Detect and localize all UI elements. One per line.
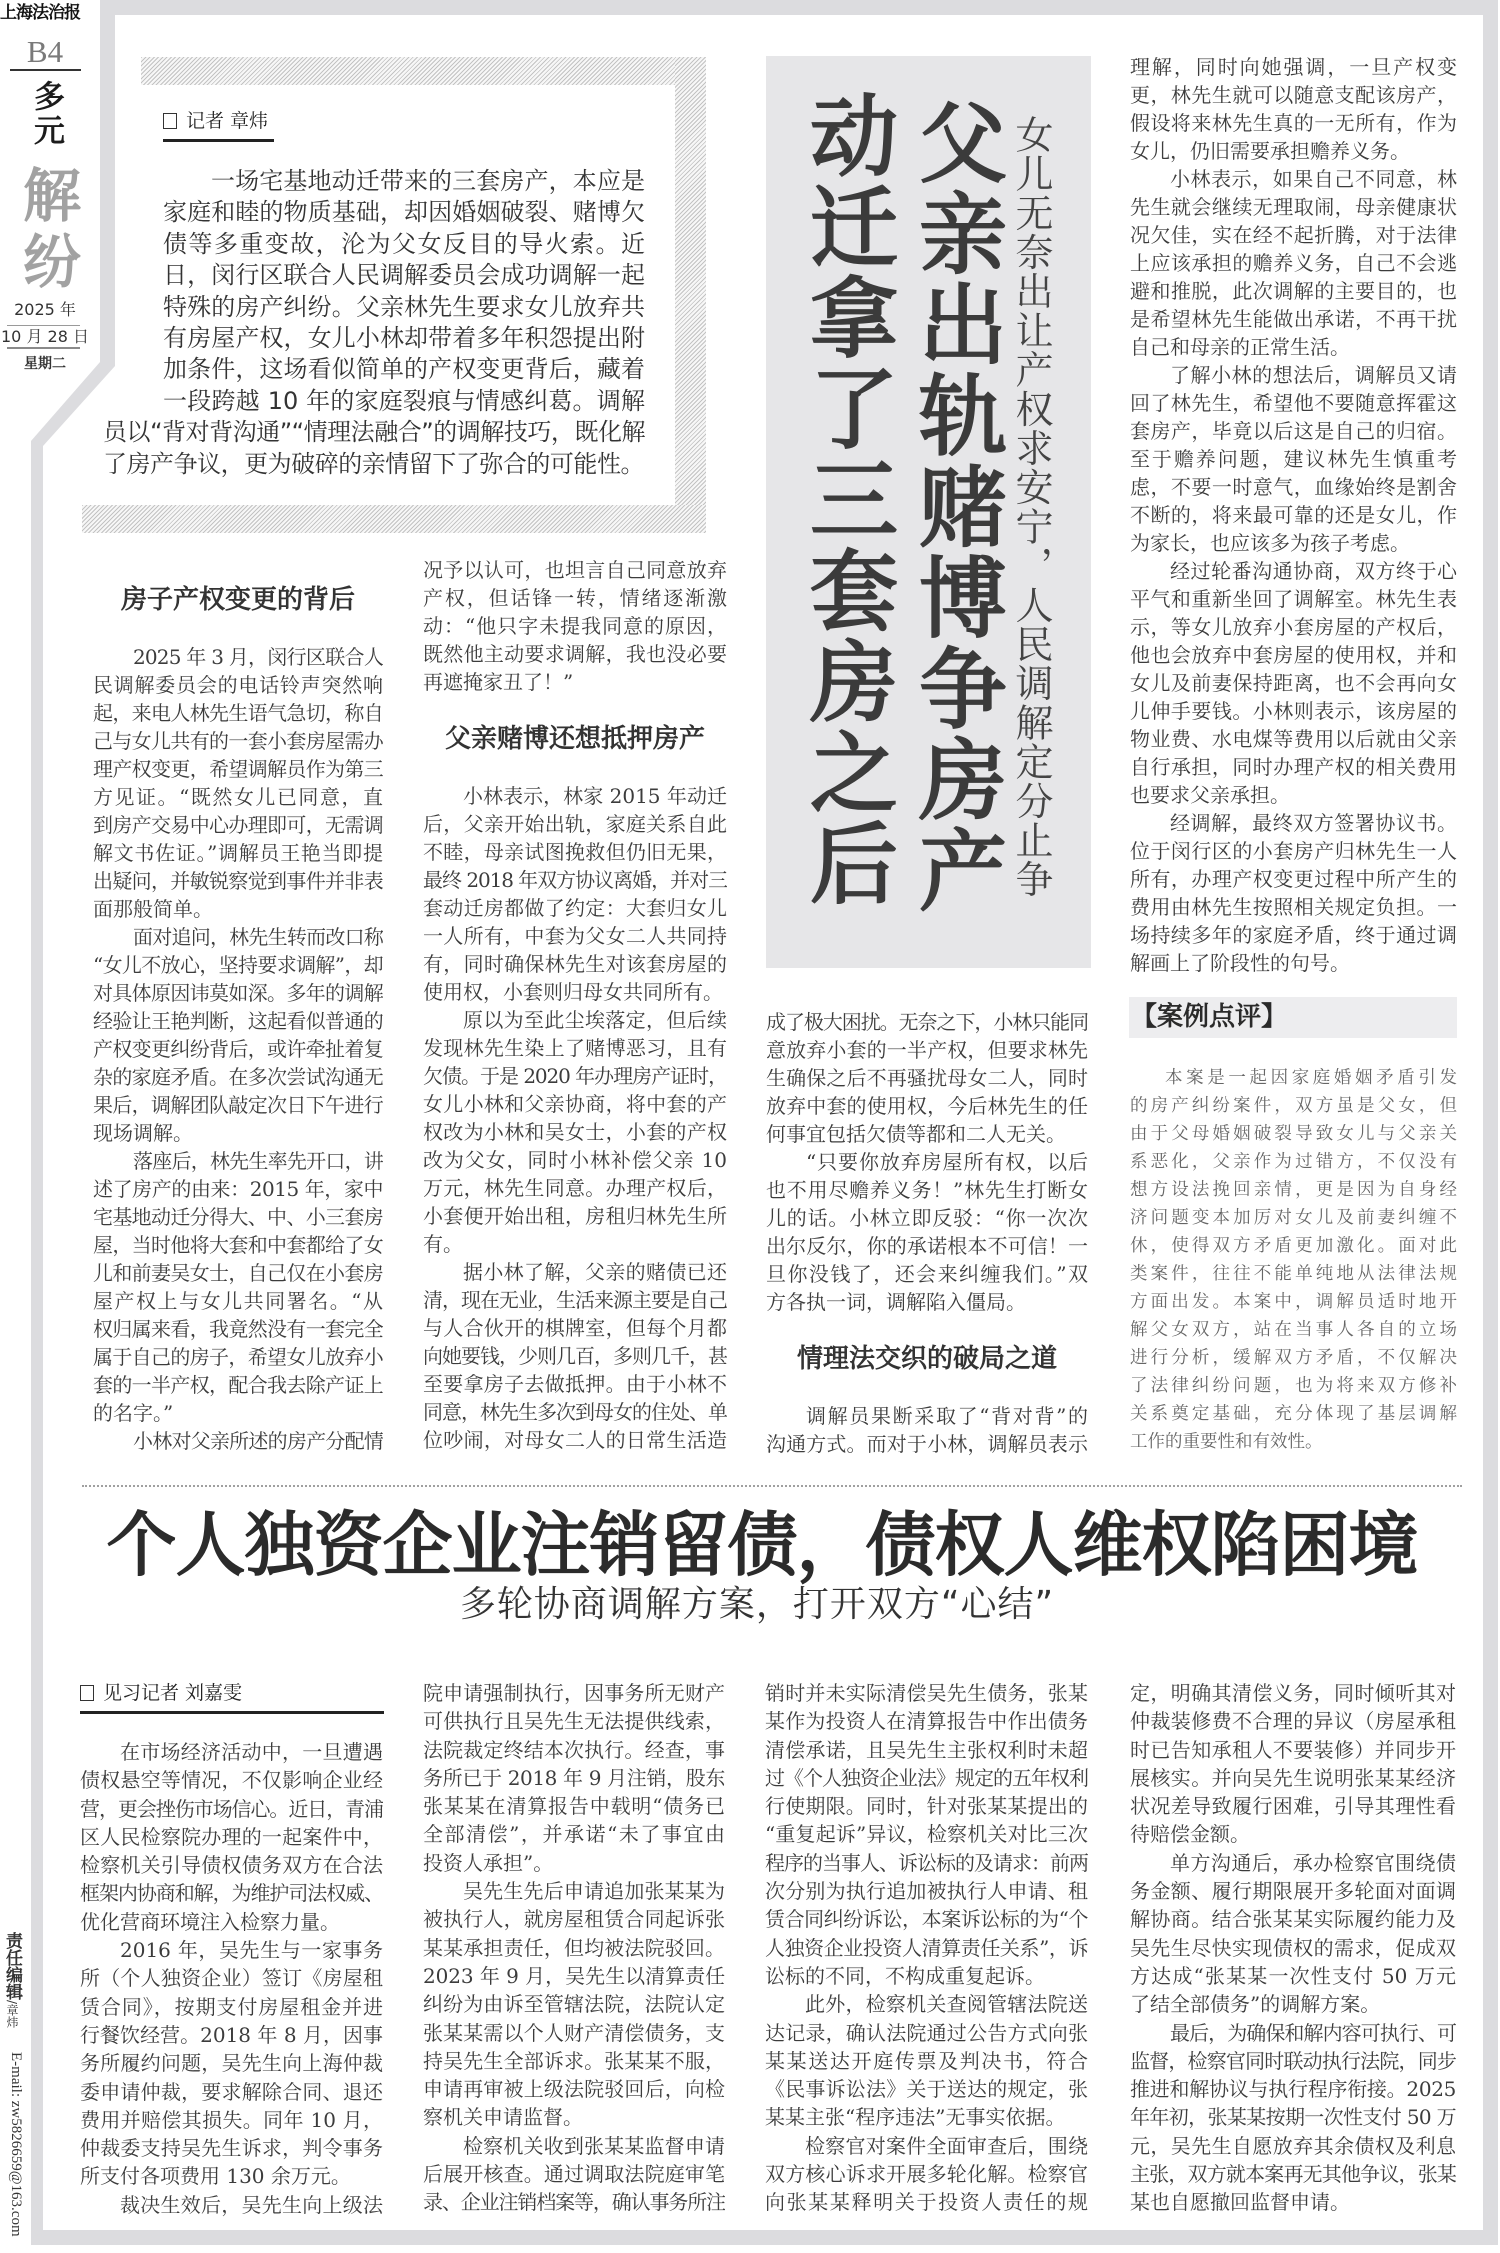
text-line: 本案是一起因家庭婚姻矛盾引发 [1165,1068,1457,1088]
text-line: 示，等女儿放弃小套房屋的产权后， [1130,615,1457,639]
text-line: 更，林先生就可以随意支配该房产， [1130,83,1457,107]
text-line: 既然他主动要求调解，我也没必要 [423,642,727,666]
text-line: 女儿小林和父亲协商，将中套的产 [423,1092,727,1116]
text-line: 费用由林先生按照相关规定负担。一 [1130,895,1457,919]
text-line: 假设将来林先生真的一无所有，作为 [1130,111,1457,135]
text-line: 元，吴先生自愿放弃其余债权及利息 [1130,2133,1456,2158]
text-line: 再遮掩家丑了！” [423,670,574,694]
text-line: 小林表示，林家 2015 年动迁 [463,784,727,808]
text-line: 杂的家庭矛盾。在多次尝试沟通无 [93,1065,383,1089]
text-line: 使用权，小套则归母女共同所有。 [423,980,723,1004]
text-line: 了结全部债务”的调解方案。 [1130,1992,1381,2017]
text-line: 屋产权上与女儿共同署名。“从 [93,1289,383,1313]
text-line: 在市场经济活动中，一旦遭遇 [120,1740,383,1764]
issue-year: 2025 年 [14,300,76,319]
text-line: 女儿及前妻保持距离，也不会再向女 [1130,671,1457,695]
newspaper-name: 上海法治报 [0,3,80,23]
text-line: 吴先生尽快实现债权的需求，促成双 [1130,1935,1456,1960]
text-line: 2016 年，吴先生与一家事务 [120,1938,383,1963]
text-line: “只要你放弃房屋所有权，以后 [806,1150,1088,1174]
text-line: 申请再审被上级法院驳回后，向检 [423,2077,725,2102]
text-line: 一段跨越 10 年的家庭裂痕与情感纠葛。调解 [163,386,645,415]
text-line: 套动迁房都做了约定：大套归女儿 [423,896,727,920]
text-line: 休，使得双方矛盾更加激化。面对此 [1130,1236,1457,1256]
text-line: 区人民检察院办理的一起案件中， [80,1824,383,1849]
text-line: 方面出发。本案中，调解员适时地开 [1130,1292,1457,1312]
text-line: 屋，当时他将大套和中套都给了女 [93,1233,383,1257]
text-line: 属于自己的房子，希望女儿放弃小 [93,1345,383,1369]
text-line: 吴先生先后申请追加张某某为 [463,1879,725,1904]
text-line: 程序的当事人、诉讼标的及请求：前两 [765,1850,1088,1875]
section-heading: 情理法交织的破局之道 [796,1344,1057,1374]
text-line: 投资人承担”。 [423,1850,554,1875]
text-line: 现场调解。 [93,1121,193,1145]
text-line: 工作的重要性和有效性。 [1130,1432,1323,1452]
text-line: 状况差导致履行困难，引导其理性看 [1130,1794,1456,1819]
byline-marker-icon [80,1685,94,1701]
text-line: 定，明确其清偿义务，同时倾听其对 [1130,1681,1456,1705]
text-line: 框架内协商和解，为维护司法权威、 [80,1881,383,1906]
text-line: 小套便开始出租，房租归林先生所 [423,1204,727,1228]
text-line: 儿伸手要钱。小林则表示，该房屋的 [1130,699,1457,723]
text-line: 平气和重新坐回了调解室。林先生表 [1130,587,1457,611]
text-line: 方各执一词，调解陷入僵局。 [766,1290,1026,1314]
text-line: 旦你没钱了，还会来纠缠我们。”双 [766,1262,1088,1286]
text-line: 了法律纠纷问题，也为将来双方修补 [1130,1376,1457,1396]
text-line: 到房产交易中心办理即可，无需调 [93,813,383,837]
article2-headline: 个人独资企业注销留债，债权人维权陷困境 [106,1503,1418,1586]
text-line: 销时并未实际清偿吴先生债务，张某 [765,1681,1088,1705]
text-line: 也不用尽赡养义务！”林先生打断女 [766,1178,1088,1202]
text-line: 裁决生效后，吴先生向上级法 [120,2192,383,2217]
text-line: 发现林先生染上了赌博恶习，且有 [423,1036,727,1060]
text-line: 仲裁装修费不合理的异议（房屋承租 [1130,1709,1456,1734]
text-line: 检察机关引导债权债务双方在合法 [80,1853,383,1878]
text-line: 动：“他只字未提我同意的原因， [423,614,727,638]
editor-email: E-mail: zw5826659@163.com [8,2052,24,2237]
article2-byline-underline [80,1711,384,1714]
text-line: 纠纷为由诉至管辖法院，法院认定 [423,1992,725,2017]
article1-column-3 [766,1008,1088,1458]
text-line: 虑，不要一时意气，血缘始终是割舍 [1130,475,1457,499]
text-line: 了解小林的想法后，调解员又请 [1170,363,1457,387]
text-line: 特殊的房产纠纷。父亲林先生要求女儿放弃共 [163,292,645,321]
text-line: 某某承担责任，但均被法院驳回。 [423,1935,725,1960]
case-review-label: 【案例点评】 [1129,997,1457,1038]
text-line: 解父女双方，站在当事人各自的立场 [1130,1320,1457,1340]
text-line: 由于父母婚姻破裂导致女儿与父亲关 [1130,1124,1457,1144]
text-line: 赁合同纠纷诉讼，本案诉讼标的为“个 [765,1907,1088,1932]
text-line: 宅基地动迁分得大、中、小三套房 [93,1205,383,1229]
text-line: 讼标的不同，不构成重复起诉。 [765,1963,1045,1988]
text-line: 持吴先生全部诉求。张某某不服， [423,2048,725,2073]
text-line: 一场宅基地动迁带来的三套房产，本应是 [211,167,645,195]
article2-column-3 [765,1679,1088,2217]
article2-byline [80,1682,242,1704]
text-line: 产权变更纠纷背后，或许牵扯着复 [93,1037,383,1061]
text-line: 进行分析，缓解双方矛盾，不仅解决 [1130,1348,1457,1368]
text-line: 面对追问，林先生转而改口称 [133,925,383,949]
text-line: 全部清偿”，并承诺“未了事宜由 [423,1822,725,1847]
article1-intro [103,166,645,480]
text-line: 所有，办理产权变更过程中所产生的 [1130,867,1457,891]
byline-text: 记者 章炜 [186,110,269,132]
text-line: 最后，为确保和解内容可执行、可 [1170,2020,1456,2045]
text-line: 至要拿房子去做抵押。由于小林不 [423,1372,727,1396]
article1-headline-line1: 动迁拿了三套房之后 [796,90,900,909]
text-line: 向张某某释明关于投资人责任的规 [765,2190,1088,2215]
text-line: 成了极大困扰。无奈之下，小林只能同 [766,1010,1088,1034]
text-line: 清，现在无业，生活来源主要是自己 [423,1288,727,1312]
text-line: 不断的，将来最可靠的还是女儿，作 [1130,503,1457,527]
editor-label: 责任编辑 [2,1932,22,2000]
article1-headline-line2: 父亲出轨赌博争房产 [905,97,1009,916]
text-line: 一人所有，中套为父女二人共同持 [423,924,727,948]
text-line: 所（个人独资企业）签订《房屋租 [80,1966,383,1991]
text-line: 最终 2018 年双方协议离婚，并对三 [423,868,727,892]
text-line: 果后，调解团队敲定次日下午进行 [93,1093,383,1117]
text-line: 济问题变本加厉对女儿及前妻纠缠不 [1130,1208,1457,1228]
text-line: 方达成“张某某一次性支付 50 万元 [1130,1963,1456,1988]
text-line: 《民事诉讼法》关于送达的规定，张 [765,2077,1088,2102]
text-line: 检察机关收到张某某监督申请 [463,2133,725,2158]
text-line: 有，同时确保林先生对该套房屋的 [423,952,727,976]
text-line: 述了房产的由来：2015 年，家中 [93,1177,383,1201]
text-line: 解协商。结合张某某实际履约能力及 [1130,1907,1456,1932]
article1-subheadline: 女儿无奈出让产权求安宁，人民调解定分止争 [1009,115,1053,899]
text-line: 生确保之后不再骚扰母女二人，同时 [766,1066,1088,1090]
article1-column-1 [93,557,383,1455]
text-line: 自己和母亲的正常生活。 [1130,335,1350,359]
article2-column-2 [423,1679,725,2217]
text-line: 先生就会继续无理取闹，母亲健康状 [1130,195,1457,219]
article1-column-2 [423,556,727,1454]
text-line: 了房产争议，更为破碎的亲情留下了弥合的可能性。 [103,449,644,478]
text-line: 位于闵行区的小套房产归林先生一人 [1130,839,1457,863]
intro-hatch-bottom [82,505,706,533]
section-title-primary: 多元 [28,80,64,148]
editor-name: /章炜 [5,2000,19,2029]
text-line: 2025 年 3 月，闵行区联合人 [133,645,383,669]
text-line: 务所已于 2018 年 9 月注销，股东 [423,1765,725,1790]
editor-credit [3,1932,25,2028]
text-line: 小林表示，如果自己不同意，林 [1170,167,1457,191]
text-line: 沟通方式。而对于小林，调解员表示 [766,1432,1088,1456]
text-line: 女儿，仍旧需要承担赡养义务。 [1130,139,1410,163]
text-line: 是希望林先生能做出承诺，不再干扰 [1130,307,1457,331]
text-line: 儿的话。小林立即反驳：“你一次次 [766,1206,1088,1230]
text-line: 对具体原因讳莫如深。多年的调解 [93,981,383,1005]
text-line: 解画上了阶段性的句号。 [1130,951,1350,975]
page-frame-right [1483,0,1498,2245]
text-line: 优化营商环境注入检察力量。 [80,1909,340,1934]
text-line: 避和推脱，此次调解的主要目的，也 [1130,279,1457,303]
text-line: 后展开核查。通过调取法院庭审笔 [423,2162,725,2187]
text-line: 达记录，确认法院通过公告方式向张 [765,2020,1088,2045]
text-line: 可供执行且吴先生无法提供线索， [423,1709,725,1734]
article2-subheadline: 多轮协商调解方案，打开双方“心结” [459,1584,1055,1625]
text-line: “女儿不放心，坚持要求调解”，却 [93,953,383,977]
text-line: 次分别为执行追加被执行人申请、租 [765,1879,1088,1904]
article-separator [82,1485,1462,1487]
text-line: 时已告知承租人不要装修）并同步开 [1130,1737,1456,1762]
text-line: 调解员果断采取了“背对背”的 [806,1404,1088,1428]
text-line: 推进和解协议与执行程序衔接。2025 [1130,2077,1456,2102]
text-line: 也要求父亲承担。 [1130,783,1290,807]
text-line: 理产权变更，希望调解员作为第三 [93,757,383,781]
text-line: 况欠佳，实在经不起折腾，对于法律 [1130,223,1457,247]
text-line: 理解，同时向她强调，一旦产权变 [1130,55,1457,79]
text-line: 赁合同》，按期支付房屋租金并进 [80,1994,383,2019]
text-line: 权改为小林和吴女士，小套的产权 [423,1120,727,1144]
text-line: 人独资企业投资人清算责任关系”，诉 [765,1935,1088,1960]
text-line: 察机关申请监督。 [423,2105,583,2130]
text-line: 位吵闹，对母女二人的日常生活造 [423,1428,727,1452]
text-line: 某也自愿撤回监督申请。 [1130,2190,1350,2215]
text-line: 面那般简单。 [93,897,213,921]
text-line: 至于赡养问题，建议林先生慎重考 [1130,447,1457,471]
text-line: 加条件，这场看似简单的产权变更背后，藏着 [163,355,645,384]
text-line: 家庭和睦的物质基础，却因婚姻破裂、赌博欠 [163,198,645,227]
text-line: 的名字。” [93,1401,174,1425]
text-line: 费用并赔偿其损失。同年 10 月， [80,2107,383,2132]
text-line: 改为父女，同时小林补偿父亲 10 [423,1148,727,1172]
text-line: 法院裁定终结本次执行。经查，事 [423,1737,725,1762]
text-line: 被执行人，就房屋租赁合同起诉张 [423,1907,725,1932]
text-line: 向她要钱，少则几百，多则几千，甚 [423,1344,727,1368]
section-title-calligraphy: 解纷 [13,165,81,297]
text-line: 为家长，也应该多为孩子考虑。 [1130,531,1410,555]
masthead-divider [10,69,81,71]
page-frame-bottom [31,2230,1498,2245]
text-line: 据小林了解，父亲的赌债已还 [463,1260,727,1284]
text-line: 套的一半产权，配合我去除产证上 [93,1373,383,1397]
page-frame-top [100,0,1498,15]
text-line: 意放弃小套的一半产权，但要求林先 [766,1038,1088,1062]
text-line: 不睦，母亲试图挽救但仍旧无果， [423,840,727,864]
text-line: 产权，但话锋一转，情绪逐渐激 [423,586,727,610]
text-line: “重复起诉”异议，检察机关对比三次 [765,1822,1088,1847]
text-line: 落座后，林先生率先开口，讲 [133,1149,383,1173]
issue-weekday: 星期二 [24,356,66,372]
text-line: 起，来电人林先生语气急切，称自 [93,701,383,725]
text-line: 上应该承担的赡养义务，自己不会逃 [1130,251,1457,275]
text-line: 委申请仲裁，要求解除合同、退还 [80,2079,383,2104]
text-line: 经过轮番沟通协商，双方终于心 [1170,559,1457,583]
date-divider-top [7,325,80,326]
text-line: 双方核心诉求开展多轮化解。检察官 [765,2162,1088,2187]
text-line: 系恶化，父亲作为过错方，不仅没有 [1130,1152,1457,1172]
text-line: 自行承担，同时办理产权的相关费用 [1130,755,1457,779]
article2-column-1 [80,1738,383,2219]
text-line: 债等多重变故，沦为父女反目的导火索。近 [163,229,645,258]
text-line: 张某某在清算报告中载明“债务已 [423,1794,725,1819]
text-line: 过《个人独资企业法》规定的五年权利 [765,1765,1088,1790]
text-line: 此外，检察机关查阅管辖法院送 [805,1992,1088,2017]
text-line: 营，更会挫伤市场信心。近日，青浦 [80,1796,383,1821]
text-line: 有。 [423,1232,463,1256]
text-line: 单方沟通后，承办检察官围绕债 [1170,1850,1456,1875]
text-line: 行使期限。同时，针对张某某提出的 [765,1794,1088,1819]
issue-date: 10 月 28 日 [1,327,89,346]
page-number: B4 [26,34,64,69]
text-line: 仲裁委支持吴先生诉求，判令事务 [80,2136,383,2161]
text-line: 他也会放弃中套房屋的使用权，并和 [1130,643,1457,667]
text-line: 同意，林先生多次到母女的住处、单 [423,1400,727,1424]
intro-hatch-right [675,57,706,533]
text-line: 日，闵行区联合人民调解委员会成功调解一起 [163,261,645,290]
article1-byline-underline [163,139,274,142]
text-line: 想方设法挽回亲情，更是因为自身经 [1130,1180,1457,1200]
text-line: 务所履约问题，吴先生向上海仲裁 [80,2051,383,2076]
text-line: 务金额、履行期限展开多轮面对面调 [1130,1879,1456,1904]
text-line: 主张，双方就本案再无其他争议，张某 [1130,2162,1456,2187]
text-line: 行餐饮经营。2018 年 8 月，因事 [80,2022,383,2047]
text-line: 己与女儿共有的一套小套房屋需办 [93,729,383,753]
text-line: 清偿承诺，且吴先生主张权利时未超 [765,1737,1088,1762]
text-line: 所支付各项费用 130 余万元。 [80,2164,351,2189]
text-line: 后，父亲开始出轨，家庭关系自此 [423,812,727,836]
text-line: 员以“背对背沟通”“情理法融合”的调解技巧，既化解 [103,418,645,447]
text-line: 权归属来看，我竟然没有一套完全 [93,1317,383,1341]
text-line: 检察官对案件全面审查后，围绕 [805,2133,1088,2158]
text-line: 2023 年 9 月，吴先生以清算责任 [423,1963,725,1988]
text-line: 何事宜包括欠债等都和二人无关。 [766,1122,1066,1146]
section-heading: 父亲赌博还想抵押房产 [444,724,705,754]
article2-column-4 [1130,1679,1456,2217]
article1-column-4 [1130,53,1457,977]
text-line: 有房屋产权，女儿小林却带着多年积怨提出附 [163,323,645,352]
text-line: 某某送达开庭传票及判决书，符合 [765,2048,1088,2073]
text-line: 万元，林先生同意。办理产权后， [423,1176,727,1200]
section-heading: 房子产权变更的背后 [120,585,355,615]
text-line: 展核实。并向吴先生说明张某某经济 [1130,1765,1456,1790]
case-review-text [1130,1064,1457,1456]
text-line: 民调解委员会的电话铃声突然响 [93,673,383,697]
text-line: 况予以认可，也坦言自己同意放弃 [423,558,727,582]
text-line: 与人合伙开的棋牌室，但每个月都 [423,1316,727,1340]
text-line: 套房产，毕竟以后这是自己的归宿。 [1130,419,1457,443]
text-line: 出尔反尔，你的承诺根本不可信！一 [766,1234,1088,1258]
text-line: 小林对父亲所述的房产分配情 [133,1429,383,1453]
text-line: 解文书佐证。”调解员王艳当即提 [93,841,383,865]
text-line: 院申请强制执行，因事务所无财产 [423,1681,725,1705]
text-line: 录、企业注销档案等，确认事务所注 [423,2190,725,2215]
byline-text: 见习记者 刘嘉雯 [103,1682,243,1704]
text-line: 待赔偿金额。 [1130,1822,1250,1847]
text-line: 某作为投资人在清算报告中作出债务 [765,1709,1088,1734]
text-line: 经验让王艳判断，这起看似普通的 [93,1009,383,1033]
text-line: 儿和前妻吴女士，自己仅在小套房 [93,1261,383,1285]
text-line: 方见证。“既然女儿已同意，直 [93,785,383,809]
byline-marker-icon [163,113,177,129]
intro-hatch-top [141,57,706,85]
text-line: 年年初，张某某按期一次性支付 50 万 [1130,2105,1456,2130]
text-line: 放弃中套的使用权，今后林先生的任 [766,1094,1088,1118]
text-line: 监督，检察官同时联动执行法院，同步 [1130,2048,1456,2073]
text-line: 经调解，最终双方签署协议书。 [1170,811,1457,835]
text-line: 物业费、水电煤等费用以后就由父亲 [1130,727,1457,751]
text-line: 场持续多年的家庭矛盾，终于通过调 [1130,923,1457,947]
text-line: 关系奠定基础，充分体现了基层调解 [1130,1404,1457,1424]
text-line: 张某某需以个人财产清偿债务，支 [423,2020,725,2045]
text-line: 类案件，往往不能单纯地从法律法规 [1130,1264,1457,1284]
text-line: 原以为至此尘埃落定，但后续 [463,1008,727,1032]
article1-byline [163,110,268,132]
date-divider-bottom [7,347,80,349]
text-line: 的房产纠纷案件，双方虽是父女，但 [1130,1096,1457,1116]
text-line: 某某主张“程序违法”无事实依据。 [765,2105,1066,2130]
text-line: 出疑问，并敏锐察觉到事件并非表 [93,869,383,893]
text-line: 债权悬空等情况，不仅影响企业经 [80,1768,383,1793]
text-line: 欠债。于是 2020 年办理房产证时， [423,1064,727,1088]
text-line: 回了林先生，希望他不要随意挥霍这 [1130,391,1457,415]
